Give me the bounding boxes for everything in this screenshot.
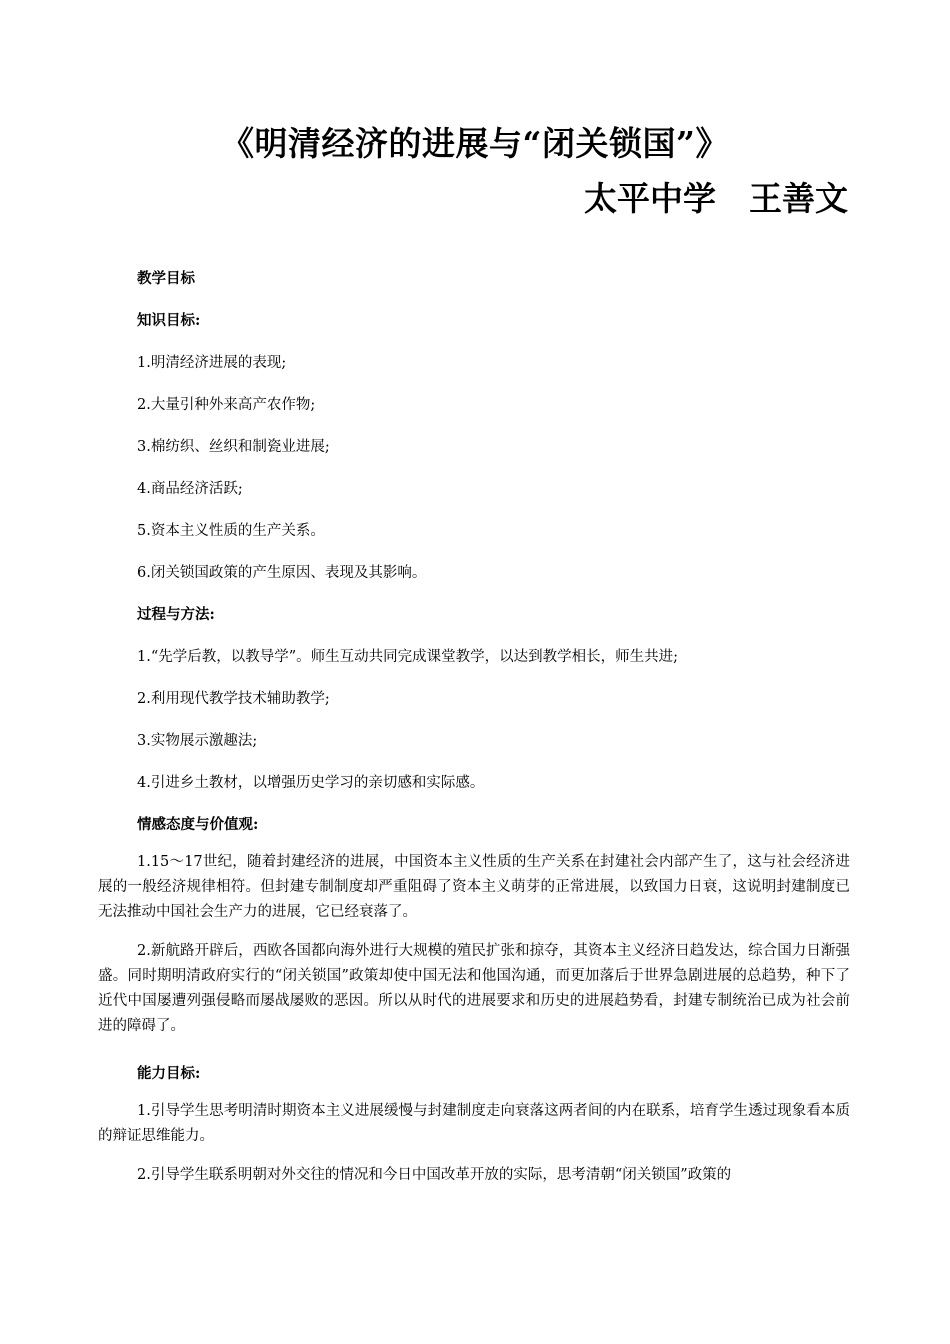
ability-paragraph: 2.引导学生联系明朝对外交往的情况和今日中国改革开放的实际，思考清朝“闭关锁国”政策的 xyxy=(137,1167,732,1183)
emotion-paragraph: 1.15～17世纪，随着封建经济的进展，中国资本主义性质的生产关系在封建社会内部产生了，这与社会经济进展的一般经济规律相符。但封建专制制度却严重阻碍了资本主义萌芽的正常进展，以致国力日衰，这说明封建制度已无法推动中国社会生产力的进展，它已经衰落了。 xyxy=(98,854,850,920)
knowledge-item: 4.商品经济活跃; xyxy=(137,481,243,497)
knowledge-item: 1.明清经济进展的表现; xyxy=(137,355,287,371)
process-item: 4.引进乡土教材，以增强历史学习的亲切感和实际感。 xyxy=(137,775,485,791)
knowledge-item: 2.大量引种外来高产农作物; xyxy=(137,397,316,413)
knowledge-item: 6.闭关锁国政策的产生原因、表现及其影响。 xyxy=(137,565,427,581)
process-heading: 过程与方法: xyxy=(137,606,215,623)
knowledge-item: 3.棉纺织、丝织和制瓷业进展; xyxy=(137,439,330,455)
ability-heading: 能力目标: xyxy=(137,1065,201,1082)
process-item: 3.实物展示激趣法; xyxy=(137,733,258,749)
document-title: 《明清经济的进展与“闭关锁国”》 xyxy=(221,124,729,163)
ability-paragraphs xyxy=(98,1099,850,1188)
knowledge-heading: 知识目标: xyxy=(137,312,201,329)
emotion-paragraphs xyxy=(98,850,850,1039)
process-item: 2.利用现代教学技术辅助教学; xyxy=(137,691,330,707)
ability-paragraph: 1.引导学生思考明清时期资本主义进展缓慢与封建制度走向衰落这两者间的内在联系，培育学生透过现象看本质的辩证思维能力。 xyxy=(98,1103,850,1144)
document-body xyxy=(98,258,850,1202)
author-line: 太平中学 王善文 xyxy=(584,179,848,218)
process-item: 1.“先学后教，以教导学”。师生互动共同完成课堂教学，以达到教学相长，师生共进; xyxy=(137,649,679,665)
emotion-heading: 情感态度与价值观: xyxy=(137,816,259,833)
knowledge-item: 5.资本主义性质的生产关系。 xyxy=(137,523,325,539)
goals-heading: 教学目标 xyxy=(137,270,195,287)
emotion-paragraph: 2.新航路开辟后，西欧各国都向海外进行大规模的殖民扩张和掠夺，其资本主义经济日趋发达，综合国力日渐强盛。同时期明清政府实行的“闭关锁国”政策却使中国无法和他国沟通，而更加落后于世界急剧进展的总趋势，种下了近代中国屡遭列强侵略而屡战屡败的恶因。所以从时代的进展要求和历史的进展趋势看，封建专制统治已成为社会前进的障碍了。 xyxy=(98,943,850,1034)
